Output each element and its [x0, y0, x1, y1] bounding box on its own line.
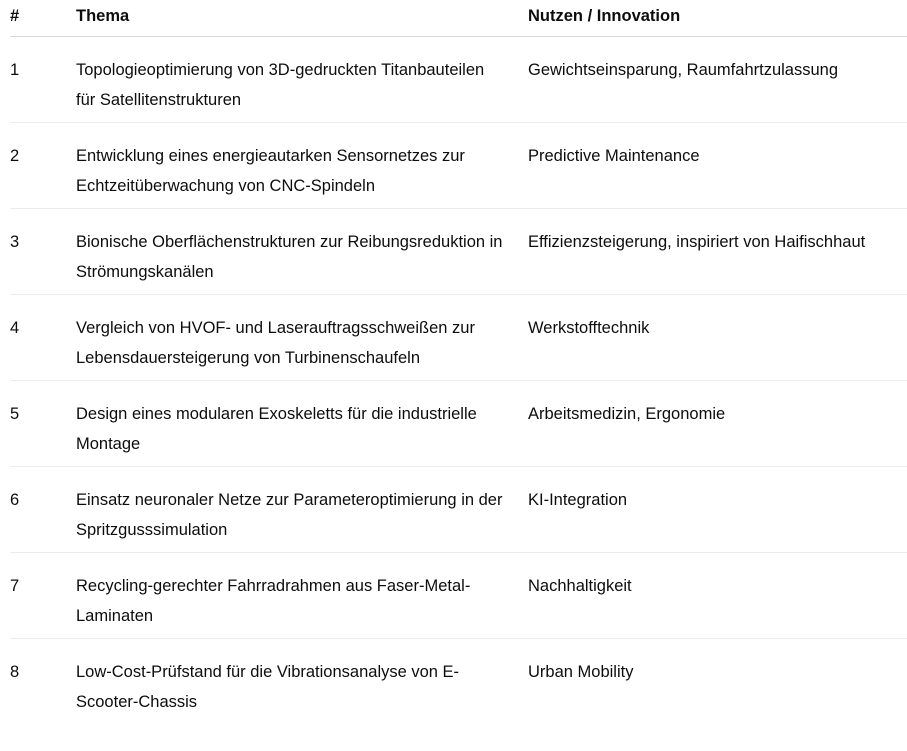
table-row [10, 37, 907, 123]
row-benefit: Predictive Maintenance [528, 147, 700, 165]
row-number: 8 [10, 663, 20, 681]
row-number: 3 [10, 233, 20, 251]
row-topic: Vergleich von HVOF- und Laserauftragsschweißen zur Lebensdauersteigerung von Turbinenschaufeln [76, 319, 475, 367]
row-topic: Low-Cost-Prüfstand für die Vibrationsanalyse von E-Scooter-Chassis [76, 663, 460, 711]
row-benefit: Effizienzsteigerung, inspiriert von Haifischhaut [528, 233, 866, 251]
table-row [10, 381, 907, 467]
table-row [10, 553, 907, 639]
row-number: 6 [10, 491, 20, 509]
row-topic: Topologieoptimierung von 3D-gedruckten Titanbauteilen für Satellitenstrukturen [76, 61, 485, 109]
row-number: 4 [10, 319, 20, 337]
row-number: 7 [10, 577, 20, 595]
header-number: # [10, 7, 20, 25]
header-benefit: Nutzen / Innovation [528, 7, 681, 25]
row-topic: Bionische Oberflächenstrukturen zur Reibungsreduktion in Strömungskanälen [76, 233, 503, 281]
row-topic: Design eines modularen Exoskeletts für die industrielle Montage [76, 405, 477, 453]
row-number: 2 [10, 147, 20, 165]
row-benefit: Arbeitsmedizin, Ergonomie [528, 405, 726, 423]
table-row [10, 209, 907, 295]
row-benefit: KI-Integration [528, 491, 628, 509]
header-topic: Thema [76, 7, 130, 25]
table-row [10, 123, 907, 209]
table-header [10, 0, 907, 37]
row-benefit: Werkstofftechnik [528, 319, 650, 337]
row-benefit: Gewichtseinsparung, Raumfahrtzulassung [528, 61, 838, 79]
table-row [10, 639, 907, 724]
row-benefit: Nachhaltigkeit [528, 577, 632, 595]
row-benefit: Urban Mobility [528, 663, 634, 681]
row-topic: Einsatz neuronaler Netze zur Parameteroptimierung in der Spritzgusssimulation [76, 491, 503, 539]
row-topic: Recycling-gerechter Fahrradrahmen aus Faser-Metal-Laminaten [76, 577, 471, 625]
table-row [10, 295, 907, 381]
row-number: 1 [10, 61, 20, 79]
row-number: 5 [10, 405, 20, 423]
row-topic: Entwicklung eines energieautarken Sensornetzes zur Echtzeitüberwachung von CNC-Spindeln [76, 147, 465, 195]
table-row [10, 467, 907, 553]
topics-table [10, 0, 907, 724]
